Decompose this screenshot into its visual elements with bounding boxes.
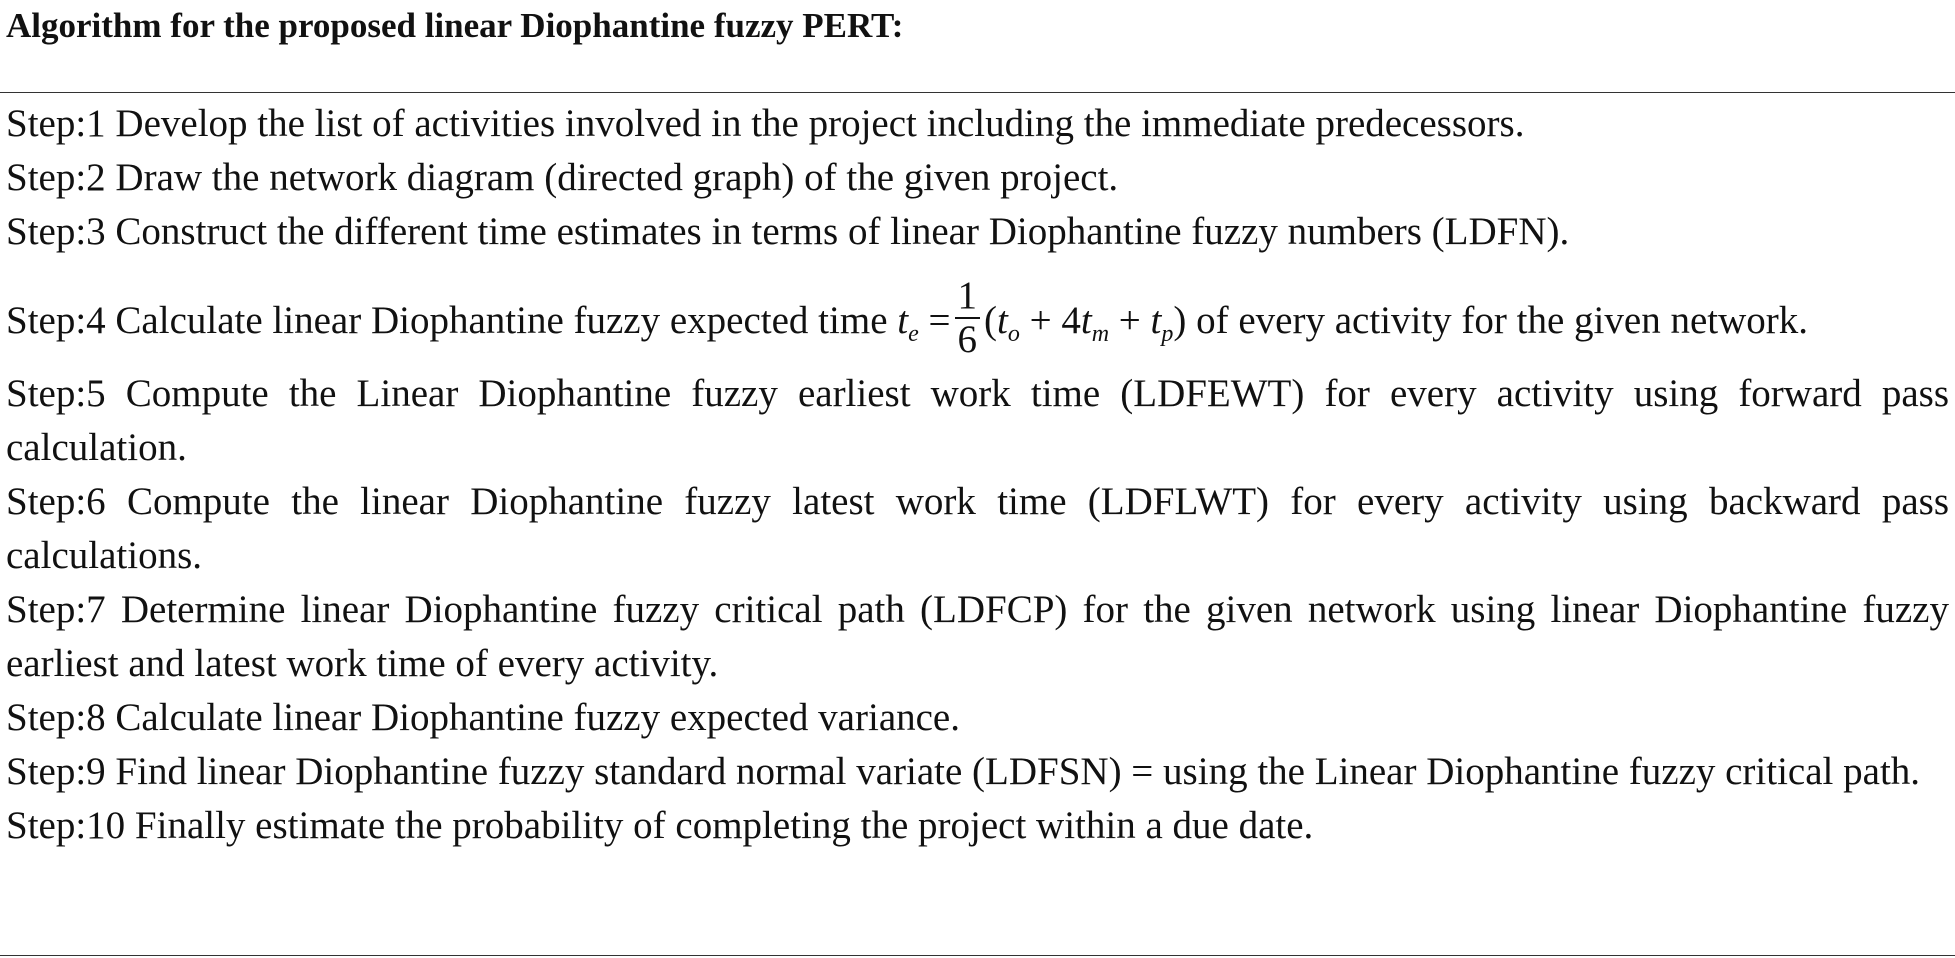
step-5: Step:5 Compute the Linear Diophantine fuzzy earliest work time (LDFEWT) for every activity using forward pass calculation. [6, 372, 1949, 469]
step-1: Step:1 Develop the list of activities involved in the project including the immediate predecessors. [6, 102, 1525, 145]
top-rule [0, 92, 1955, 93]
step-4 [6, 274, 1949, 367]
step-7: Step:7 Determine linear Diophantine fuzzy critical path (LDFCP) for the given network using linear Diophantine fuzzy earliest and latest work time of every activity. [6, 588, 1949, 685]
step-4-text-before: Step:4 Calculate linear Diophantine fuzzy expected time [6, 298, 888, 342]
fraction-one-sixth: $\frac{1}{6}$ [955, 275, 981, 361]
step-10: Step:10 Finally estimate the probability of completing the project within a due date. [6, 804, 1314, 847]
step-6: Step:6 Compute the linear Diophantine fuzzy latest work time (LDFLWT) for every activity using backward pass calculations. [6, 480, 1949, 577]
step-2: Step:2 Draw the network diagram (directed graph) of the given project. [6, 156, 1119, 199]
algorithm-title: Algorithm for the proposed linear Diophantine fuzzy PERT: [6, 6, 904, 45]
step-9: Step:9 Find linear Diophantine fuzzy standard normal variate (LDFSN) = using the Linear Diophantine fuzzy critical path. [6, 750, 1921, 793]
step-8: Step:8 Calculate linear Diophantine fuzzy expected variance. [6, 696, 960, 739]
algorithm-steps [6, 97, 1949, 853]
expected-time-formula: $t_e$ = $\frac{1}{6}$ $(t_o + 4t_m + t_p)$ [897, 274, 1187, 361]
step-4-text-after: of every activity for the given network. [1196, 298, 1808, 342]
bottom-rule [0, 955, 1955, 956]
step-3: Step:3 Construct the different time estimates in terms of linear Diophantine fuzzy numbers (LDFN). [6, 210, 1570, 253]
